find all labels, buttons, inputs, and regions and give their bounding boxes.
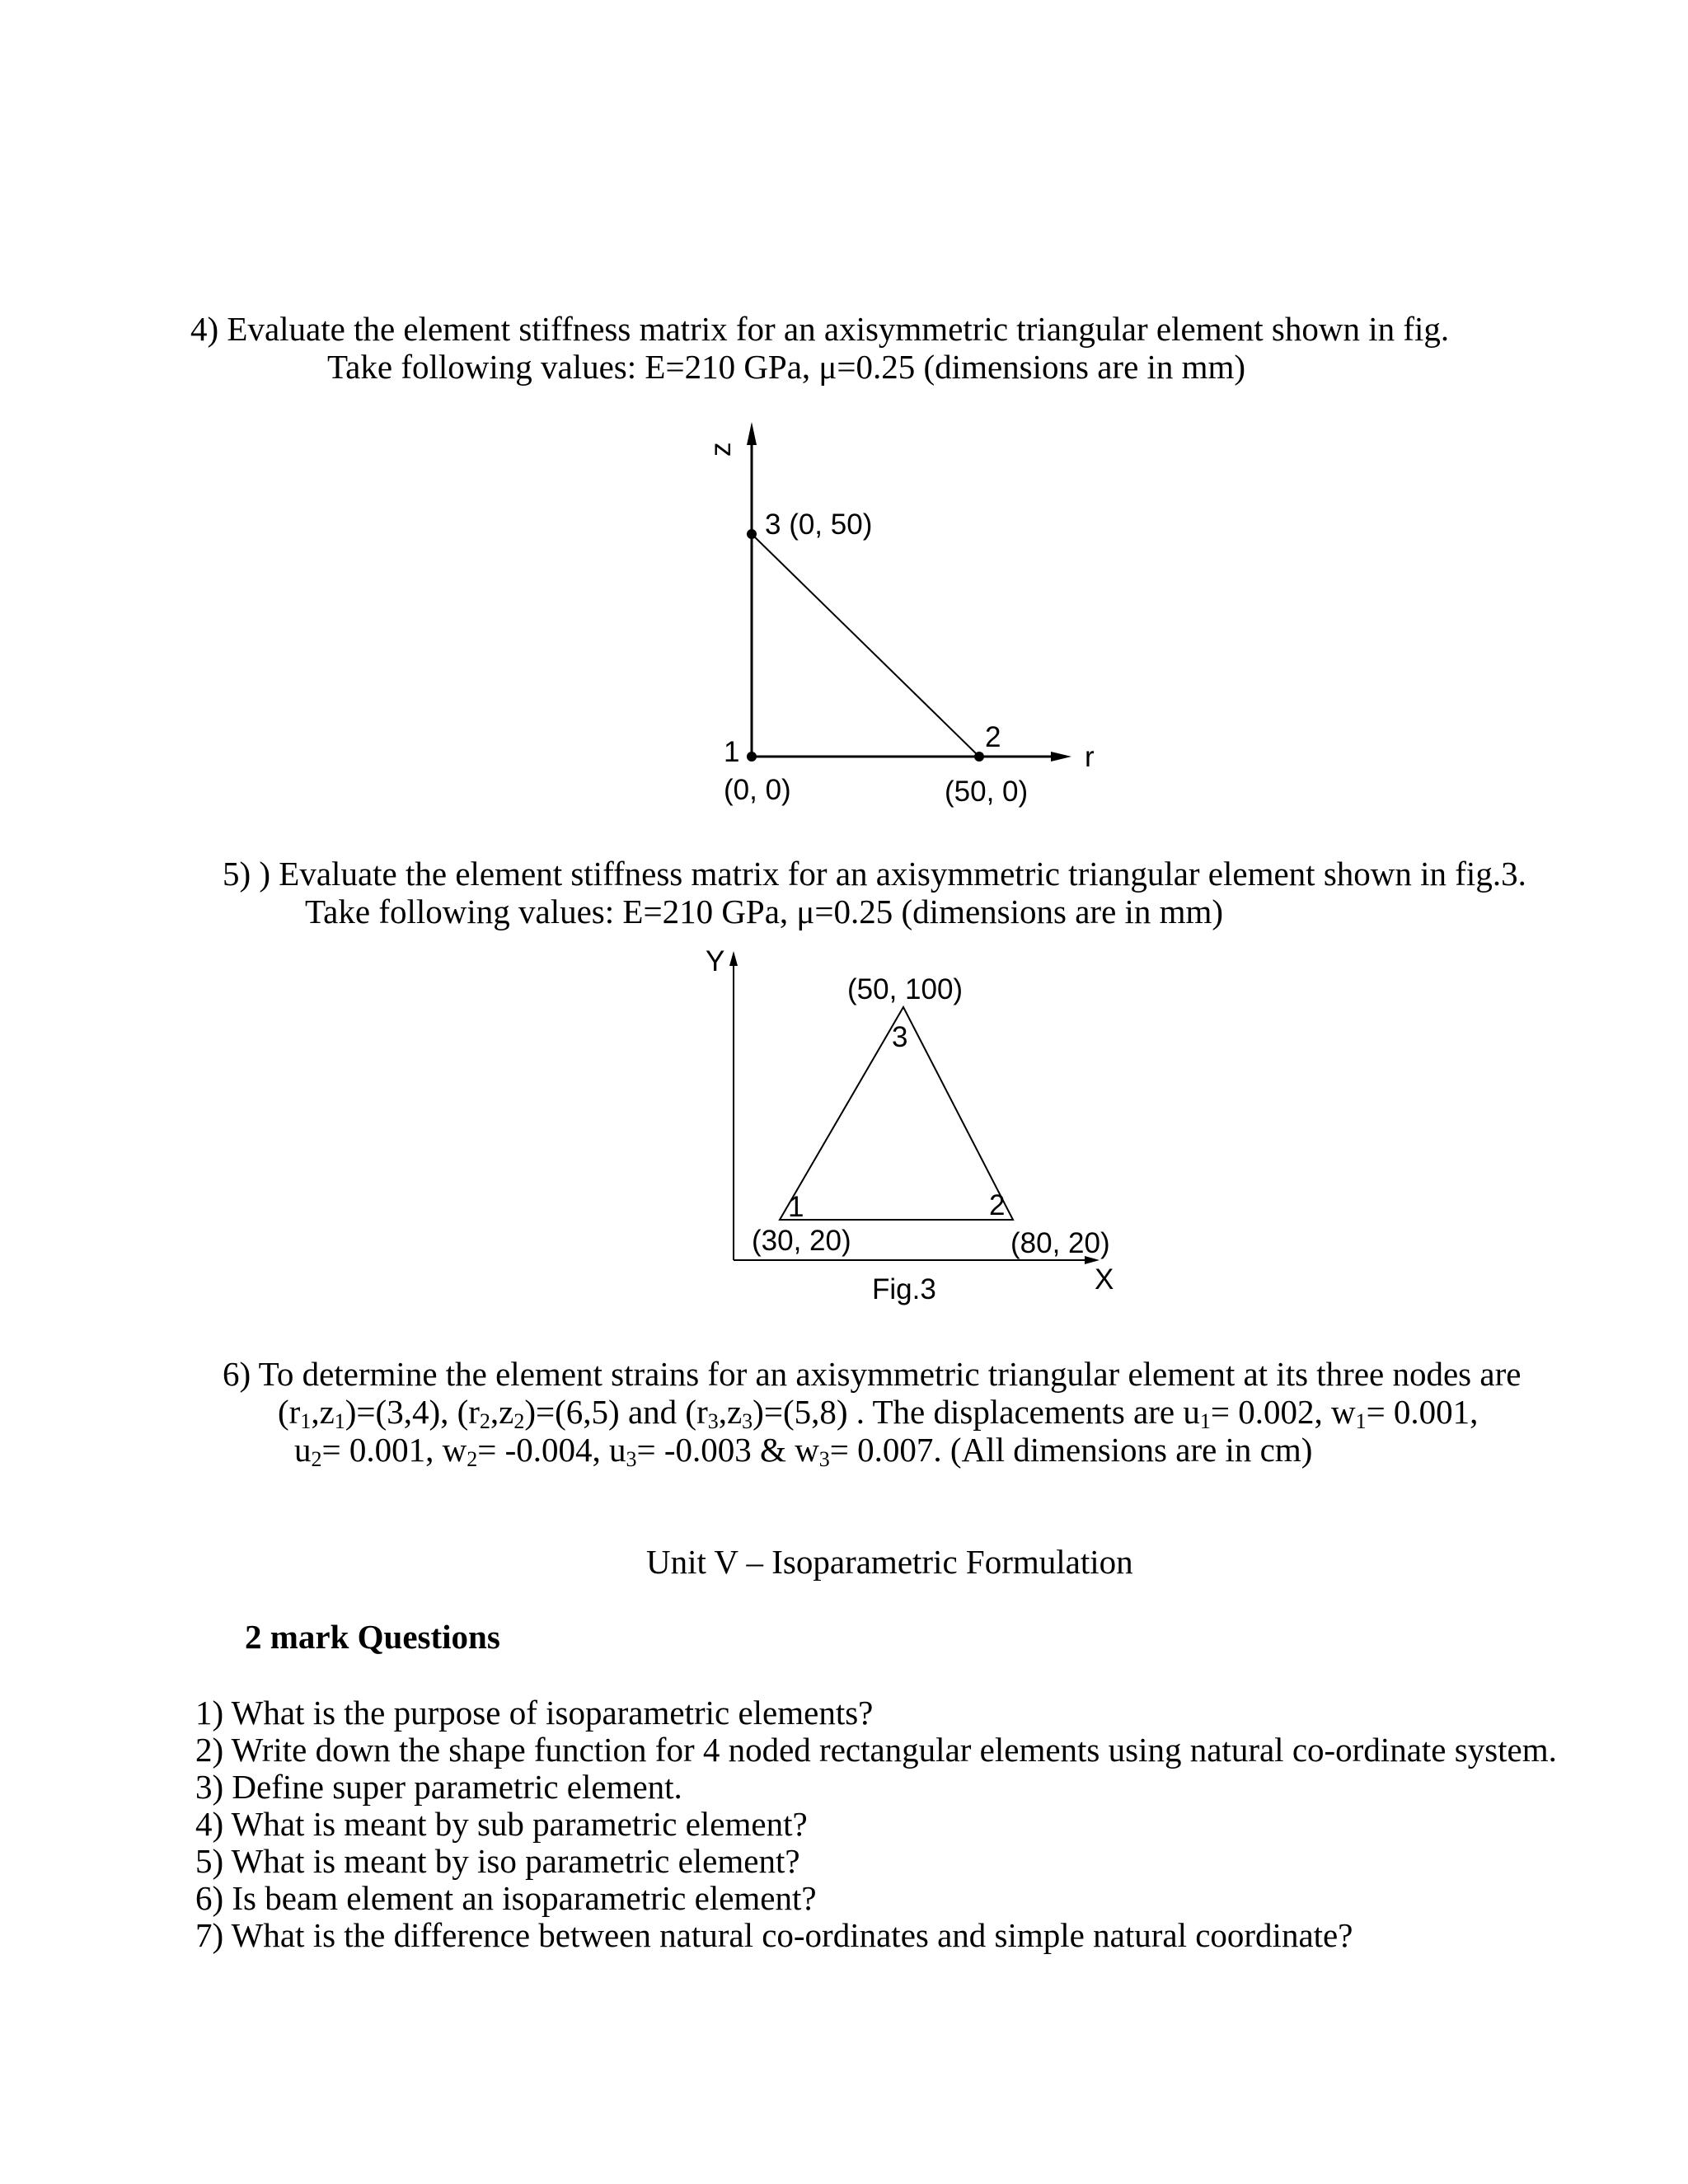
node-2-label: 2	[989, 1189, 1006, 1221]
q6-line-3: $u_2= 0.001$, $w_2= -0.004$, $u_3= -0.003$ & $w_3= 0.007$. (All dimensions are in cm)	[294, 1431, 1313, 1471]
q4-line-1: 4) Evaluate the element stiffness matrix for an axisymmetric triangular element shown in fig.	[190, 310, 1450, 348]
question-3: 3) Define super parametric element.	[195, 1768, 682, 1806]
node-3-coord: (50, 100)	[847, 973, 964, 1005]
figure-caption: Fig.3	[872, 1273, 936, 1305]
figure-axisymmetric-element-fig3	[0, 940, 1688, 1335]
node-1-label: 1	[788, 1191, 804, 1223]
node-1-coord: (30, 20)	[752, 1225, 851, 1257]
node-2-label: 2	[985, 721, 1001, 753]
node-3-label: 3 (0, 50)	[765, 509, 873, 541]
y-axis-arrow	[729, 951, 738, 966]
section-heading: 2 mark Questions	[245, 1618, 500, 1656]
question-5: 5) What is meant by iso parametric element?	[195, 1842, 800, 1880]
node-1-label: 1	[724, 736, 740, 768]
node-2-coord: (50, 0)	[945, 776, 1029, 808]
r-axis-arrow	[1051, 752, 1071, 762]
axis-label-x: X	[1095, 1263, 1114, 1296]
axis-label-z: z	[705, 442, 737, 457]
node-2-point	[974, 752, 984, 762]
question-7: 7) What is the difference between natural co-ordinates and simple natural coordinate?	[195, 1916, 1353, 1954]
axis-label-y: Y	[706, 945, 725, 977]
question-4: 4) What is meant by sub parametric element?	[195, 1805, 808, 1843]
node-3-label: 3	[892, 1021, 908, 1053]
q6-line-2: $(r_1,z_1)=(3,4)$, $(r_2,z_2)=(6,5)$ and $(r_3,z_3)=(5,8)$ . The displacements are $u_1= 0.002$, $w_1= 0.001$,	[278, 1393, 1479, 1433]
question-6: 6) Is beam element an isoparametric element?	[195, 1879, 817, 1917]
z-axis-arrow	[747, 422, 757, 445]
node-3-point	[747, 529, 757, 539]
triangle-edge-3-2	[752, 534, 979, 757]
q4-line-2: Take following values: E=210 GPa, μ=0.25 (dimensions are in mm)	[327, 348, 1246, 386]
question-1: 1) What is the purpose of isoparametric elements?	[195, 1694, 874, 1732]
node-1-coord: (0, 0)	[724, 774, 791, 806]
axis-label-r: r	[1085, 741, 1095, 773]
node-1-point	[747, 752, 757, 762]
q6-line-1: 6) To determine the element strains for an axisymmetric triangular element at its three nodes are	[223, 1355, 1522, 1393]
question-2: 2) Write down the shape function for 4 noded rectangular elements using natural co-ordinate system.	[195, 1731, 1557, 1769]
unit-title: Unit V – Isoparametric Formulation	[646, 1543, 1133, 1581]
q5-line-1: 5) ) Evaluate the element stiffness matrix for an axisymmetric triangular element shown in fig.3.	[223, 855, 1526, 893]
figure-axisymmetric-element-1	[0, 0, 1688, 841]
node-2-coord: (80, 20)	[1010, 1227, 1110, 1259]
q5-line-2: Take following values: E=210 GPa, μ=0.25 (dimensions are in mm)	[305, 893, 1224, 930]
